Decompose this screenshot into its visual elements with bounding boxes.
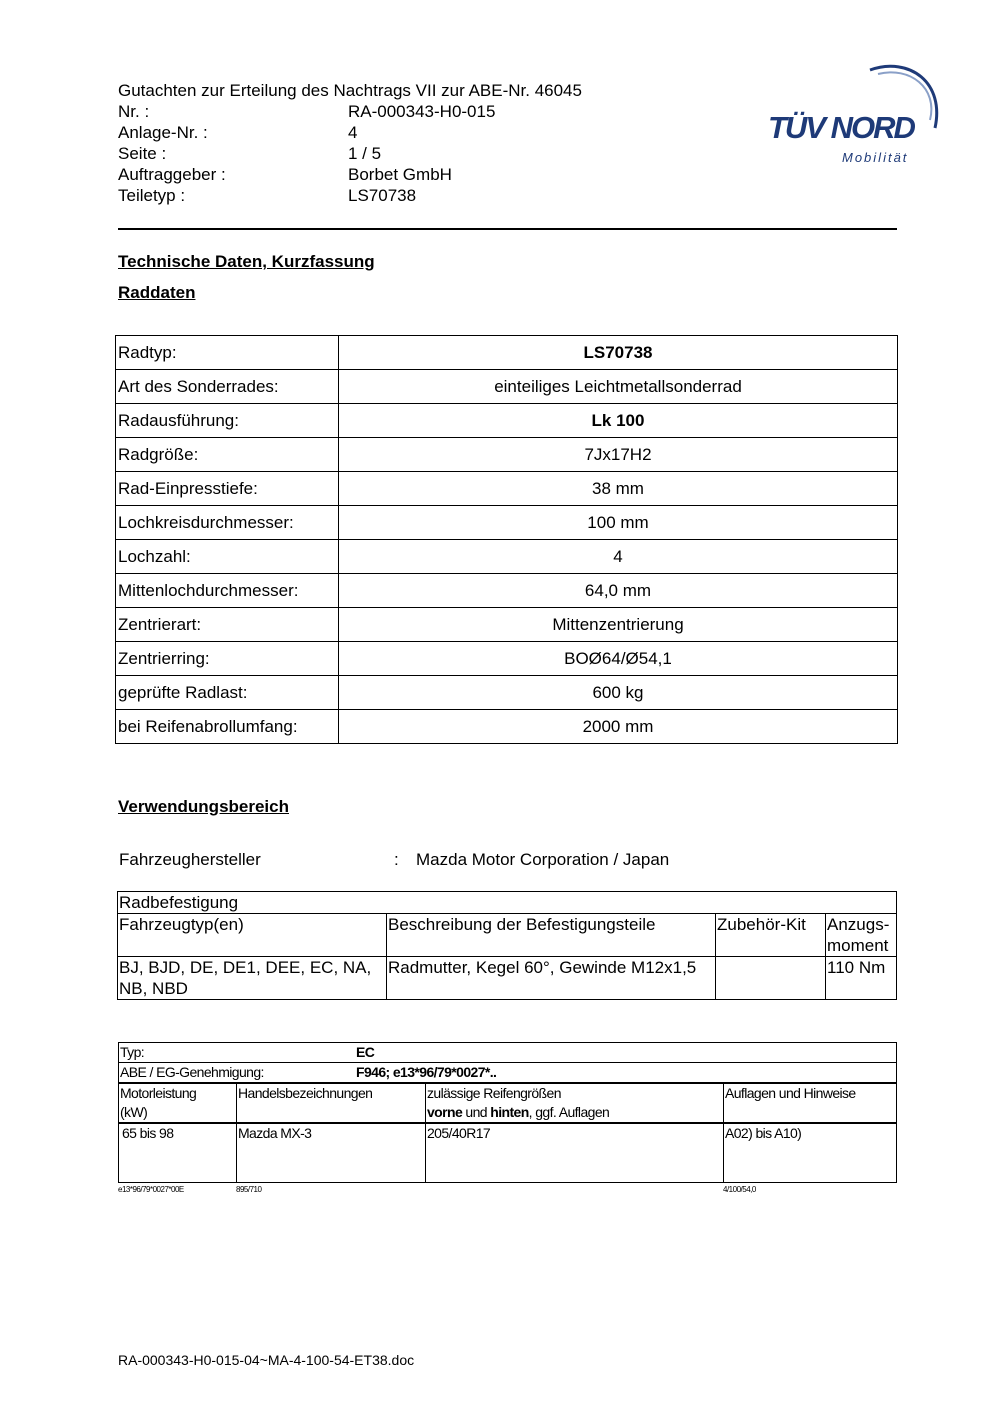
cell-fahrzeugtypen: BJ, BJD, DE, DE1, DEE, EC, NA, NB, NBD [118, 957, 387, 1000]
raddaten-label: Radausführung: [116, 404, 339, 438]
cell-beschreibung: Radmutter, Kegel 60°, Gewinde M12x1,5 [387, 957, 716, 1000]
raddaten-row [116, 404, 898, 438]
raddaten-label: Mittenlochdurchmesser: [116, 574, 339, 608]
header-divider [118, 228, 897, 230]
cell-auflagen: A02) bis A10) [724, 1123, 897, 1183]
typ-footnote-3: 4/100/54,0 [723, 1185, 756, 1194]
raddaten-label: Lochzahl: [116, 540, 339, 574]
cell-anzugsmoment: 110 Nm [826, 957, 897, 1000]
header-field-anlage: Anlage-Nr. : 4 [118, 123, 358, 142]
raddaten-row [116, 336, 898, 370]
raddaten-label: bei Reifenabrollumfang: [116, 710, 339, 744]
raddaten-label: Lochkreisdurchmesser: [116, 506, 339, 540]
document-footer: RA-000343-H0-015-04~MA-4-100-54-ET38.doc [118, 1352, 415, 1368]
raddaten-row [116, 472, 898, 506]
cell-zubehoer-kit [716, 957, 826, 1000]
typ-footnote-2: 895/710 [236, 1185, 262, 1194]
raddaten-value: 600 kg [339, 676, 898, 710]
cell-reifengroesse: 205/40R17 [426, 1123, 724, 1183]
raddaten-value: 7Jx17H2 [339, 438, 898, 472]
header-field-nr: Nr. : RA-000343-H0-015 [118, 102, 496, 121]
raddaten-label: Zentrierring: [116, 642, 339, 676]
radbefestigung-table [117, 891, 897, 1000]
typ-table [118, 1042, 897, 1183]
raddaten-row [116, 608, 898, 642]
raddaten-table [115, 335, 898, 744]
raddaten-row [116, 540, 898, 574]
typ-footnote-1: e13*96/79*0027*00E [118, 1185, 184, 1194]
header-anzugsmoment: Anzugs- moment [826, 914, 897, 957]
manufacturer-label: Fahrzeughersteller [119, 850, 261, 869]
cell-handelsbezeichnung: Mazda MX-3 [237, 1123, 426, 1183]
raddaten-label: Rad-Einpresstiefe: [116, 472, 339, 506]
header-beschreibung: Beschreibung der Befestigungsteile [387, 914, 716, 957]
reifengroessen-line1: zulässige Reifengrößen [427, 1085, 561, 1101]
section-subtitle-raddaten: Raddaten [118, 283, 196, 302]
raddaten-value: 100 mm [339, 506, 898, 540]
tuv-nord-logo [760, 58, 942, 173]
raddaten-label: geprüfte Radlast: [116, 676, 339, 710]
raddaten-value: LS70738 [339, 336, 898, 370]
cell-motorleistung: 65 bis 98 [119, 1123, 237, 1183]
header-motorleistung: Motorleistung (kW) [119, 1083, 237, 1123]
header-field-auftraggeber: Auftraggeber : Borbet GmbH [118, 165, 452, 184]
typ-value: EC [356, 1044, 375, 1060]
reifengroessen-line2 [427, 1103, 722, 1122]
manufacturer-separator: : [394, 850, 399, 869]
header-field-teiletyp: Teiletyp : LS70738 [118, 186, 417, 205]
typ-row [119, 1043, 897, 1063]
header-auflagen-hinweise: Auflagen und Hinweise [724, 1083, 897, 1123]
raddaten-label: Art des Sonderrades: [116, 370, 339, 404]
raddaten-label: Zentrierart: [116, 608, 339, 642]
document-header [118, 80, 582, 206]
raddaten-value: 2000 mm [339, 710, 898, 744]
header-handelsbezeichnungen: Handelsbezeichnungen [237, 1083, 426, 1123]
typ-label: Typ: [120, 1044, 145, 1060]
reifen-vorne: vorne [427, 1104, 463, 1120]
manufacturer-value: Mazda Motor Corporation / Japan [416, 850, 670, 869]
abe-row [119, 1063, 897, 1084]
raddaten-row [116, 438, 898, 472]
raddaten-row [116, 710, 898, 744]
reifen-auflagen: , ggf. Auflagen [528, 1104, 610, 1120]
raddaten-row [116, 642, 898, 676]
manufacturer-row [119, 850, 669, 870]
reifen-hinten: hinten [490, 1104, 529, 1120]
section-title-technische-daten: Technische Daten, Kurzfassung [118, 252, 375, 271]
raddaten-row [116, 370, 898, 404]
raddaten-value: 64,0 mm [339, 574, 898, 608]
abe-value: F946; e13*96/79*0027*.. [356, 1064, 497, 1080]
raddaten-value: Mittenzentrierung [339, 608, 898, 642]
raddaten-row [116, 506, 898, 540]
radbefestigung-title: Radbefestigung [118, 892, 897, 914]
logo-wordmark: TÜV NORD [768, 110, 914, 145]
section-title-verwendungsbereich: Verwendungsbereich [118, 797, 289, 816]
raddaten-value: 38 mm [339, 472, 898, 506]
reifen-und: und [462, 1104, 491, 1120]
raddaten-row [116, 676, 898, 710]
header-zubehoer-kit: Zubehör-Kit [716, 914, 826, 957]
abe-label: ABE / EG-Genehmigung: [120, 1064, 264, 1080]
header-fahrzeugtyp: Fahrzeugtyp(en) [118, 914, 387, 957]
raddaten-label: Radgröße: [116, 438, 339, 472]
logo-subtitle: Mobilität [842, 150, 909, 165]
raddaten-value: BOØ64/Ø54,1 [339, 642, 898, 676]
raddaten-value: 4 [339, 540, 898, 574]
header-reifengroessen [426, 1083, 724, 1123]
raddaten-value: einteiliges Leichtmetallsonderrad [339, 370, 898, 404]
document-title: Gutachten zur Erteilung des Nachtrags VII zur ABE-Nr. 46045 [118, 81, 582, 100]
raddaten-value: Lk 100 [339, 404, 898, 438]
raddaten-label: Radtyp: [116, 336, 339, 370]
header-field-seite: Seite : 1 / 5 [118, 144, 382, 163]
raddaten-row [116, 574, 898, 608]
